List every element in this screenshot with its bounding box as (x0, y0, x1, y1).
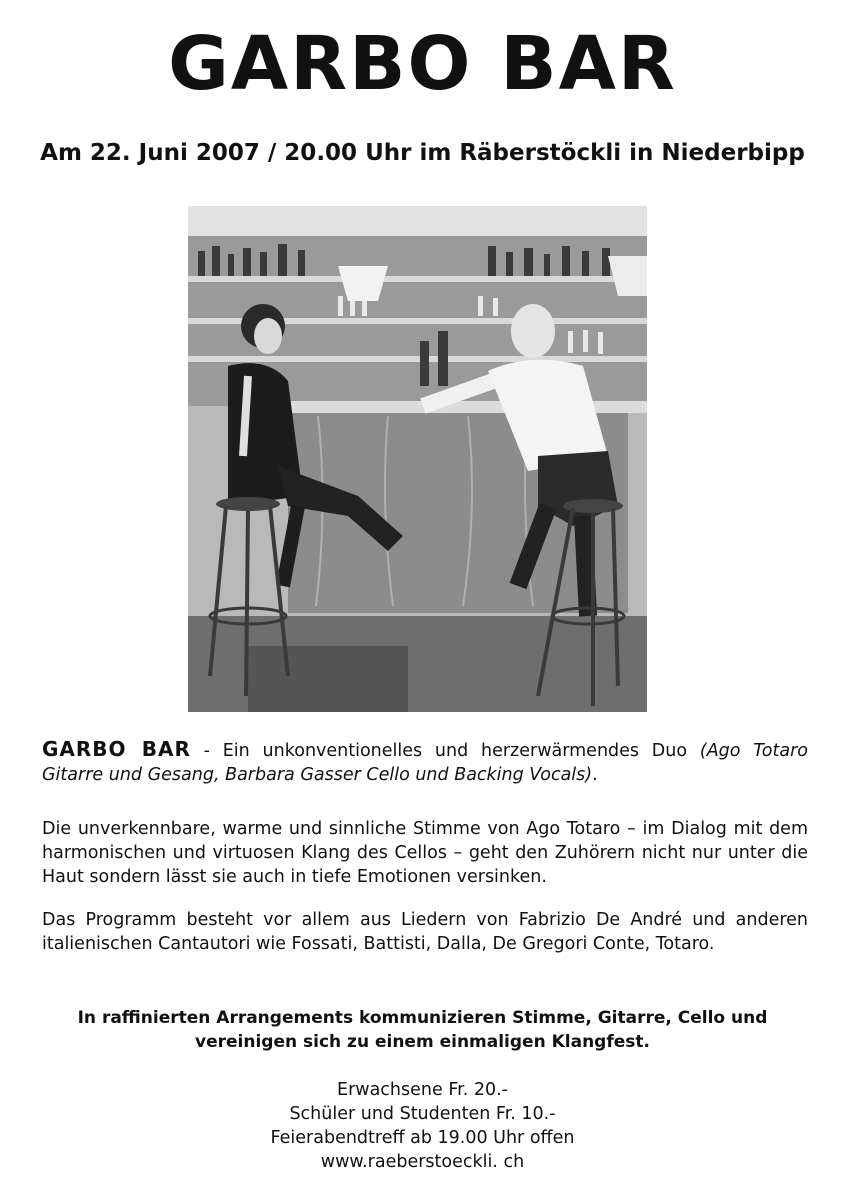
intro-paragraph (42, 737, 808, 787)
website-link[interactable]: www.raeberstoeckli. ch (320, 1152, 525, 1172)
price-adults: Erwachsene Fr. 20.- (337, 1080, 508, 1100)
poster-title: GARBO BAR (168, 21, 677, 107)
band-name: GARBO BAR (42, 737, 191, 761)
program-paragraph: Das Programm besteht vor allem aus Liedern von Fabrizio De André und anderen italienischen Cantautori wie Fossati, Battisti, Dalla, De Gregori Conte, Totaro. (42, 910, 808, 954)
duo-photo (188, 206, 647, 712)
ticket-info (0, 1078, 845, 1174)
event-date-location: Am 22. Juni 2007 / 20.00 Uhr im Räberstöckli in Niederbipp (40, 140, 805, 166)
band-members: (Ago Totaro Gitarre und Gesang, Barbara Gasser Cello und Backing Vocals) (42, 741, 808, 785)
voice-paragraph: Die unverkennbare, warme und sinnliche Stimme von Ago Totaro – im Dialog mit dem harmonischen und virtuosen Klang des Cellos – geht den Zuhörern nicht nur unter die Haut sondern lässt sie auch in tiefe Emotionen versinken. (42, 819, 808, 887)
intro-end: . (592, 765, 598, 785)
afterwork-info: Feierabendtreff ab 19.00 Uhr offen (270, 1128, 575, 1148)
highlight-text: In raffinierten Arrangements kommunizieren Stimme, Gitarre, Cello und vereinigen sich zu einem einmaligen Klangfest. (77, 1008, 768, 1052)
price-students: Schüler und Studenten Fr. 10.- (289, 1104, 556, 1124)
intro-text: - Ein unkonventionelles und herzerwärmendes Duo (190, 741, 700, 761)
